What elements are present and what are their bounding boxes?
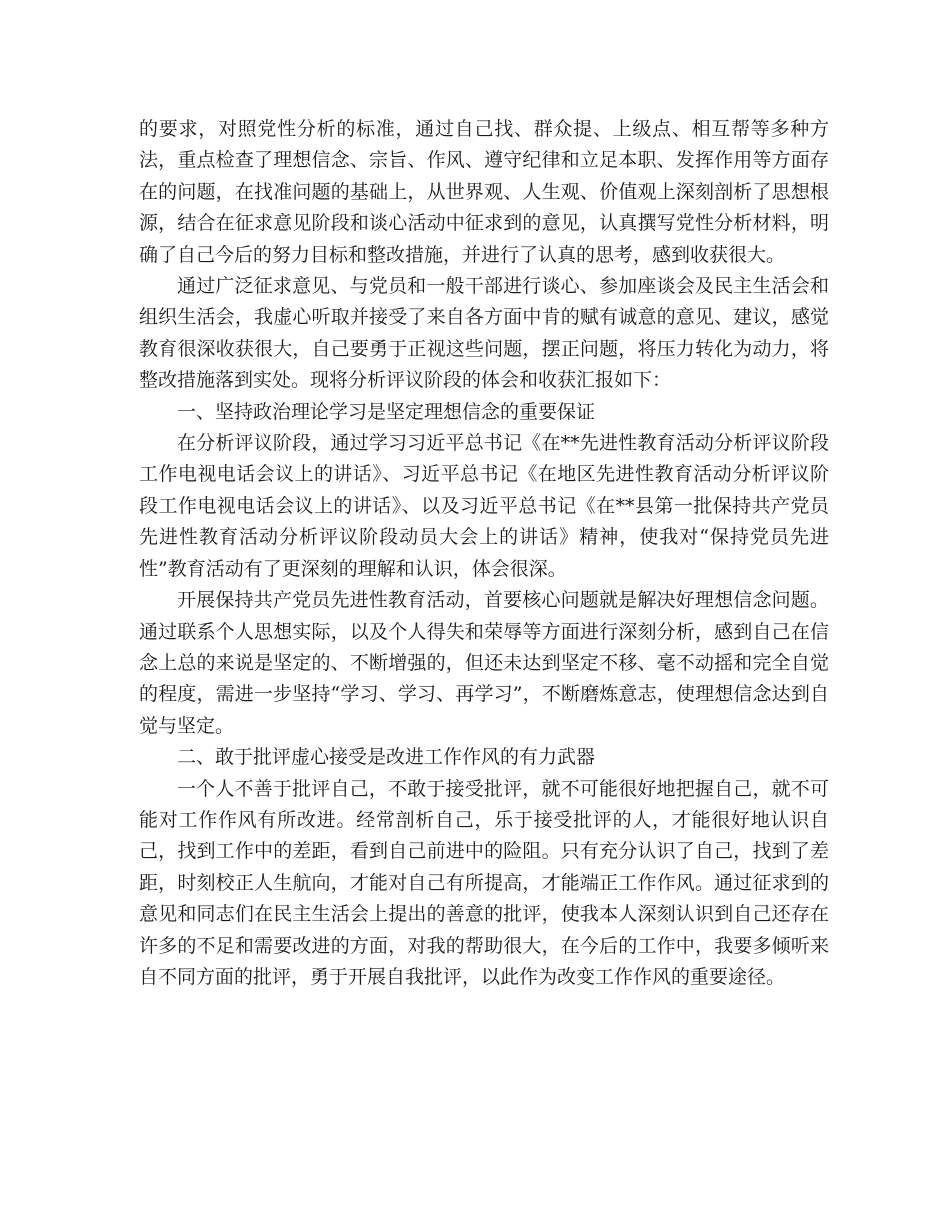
paragraph-feedback-summary: 通过广泛征求意见、与党员和一般干部进行谈心、参加座谈会及民主生活会和组织生活会，我虚心听取并接受了来自各方面中肯的赋有诚意的意见、建议，感觉教育很深收获很大，自己要勇于正视这些问题，摆正问题，将压力转化为动力，将整改措施落到实处。现将分析评议阶段的体会和收获汇报如下： [139,275,829,392]
section-heading-1: 一、坚持政治理论学习是坚定理想信念的重要保证 [177,400,596,423]
document-body [139,114,829,993]
section-heading-2: 二、敢于批评虚心接受是改进工作作风的有力武器 [177,746,596,769]
paragraph-study-speeches: 在分析评议阶段，通过学习习近平总书记《在**先进性教育活动分析评议阶段工作电视电话会议上的讲话》、习近平总书记《在地区先进性教育活动分析评议阶段工作电视电话会议上的讲话》、以及习近平总书记《在**县第一批保持共产党员先进性教育活动分析评议阶段动员大会上的讲话》精神，使我对“保持党员先进性”教育活动有了更深刻的理解和认识，体会很深。 [139,432,829,580]
paragraph-intro-continuation: 的要求，对照党性分析的标准，通过自己找、群众提、上级点、相互帮等多种方法，重点检查了理想信念、宗旨、作风、遵守纪律和立足本职、发挥作用等方面存在的问题，在找准问题的基础上，从世界观、人生观、价值观上深刻剖析了思想根源，结合在征求意见阶段和谈心活动中征求到的意见，认真撰写党性分析材料，明确了自己今后的努力目标和整改措施，并进行了认真的思考，感到收获很大。 [139,118,829,266]
paragraph-ideals-beliefs: 开展保持共产党员先进性教育活动，首要核心问题就是解决好理想信念问题。通过联系个人思想实际，以及个人得失和荣辱等方面进行深刻分析，感到自己在信念上总的来说是坚定的、不断增强的，但还未达到坚定不移、毫不动摇和完全自觉的程度，需进一步坚持“学习、学习、再学习”，不断磨炼意志，使理想信念达到自觉与坚定。 [139,589,829,737]
paragraph-criticism: 一个人不善于批评自己，不敢于接受批评，就不可能很好地把握自己，就不可能对工作作风有所改进。经常剖析自己，乐于接受批评的人，才能很好地认识自己，找到工作中的差距，看到自己前进中的险阻。只有充分认识了自己，找到了差距，时刻校正人生航向，才能对自己有所提高，才能端正工作作风。通过征求到的意见和同志们在民主生活会上提出的善意的批评，使我本人深刻认识到自己还存在许多的不足和需要改进的方面，对我的帮助很大，在今后的工作中，我要多倾听来自不同方面的批评，勇于开展自我批评，以此作为改变工作作风的重要途径。 [139,777,829,988]
